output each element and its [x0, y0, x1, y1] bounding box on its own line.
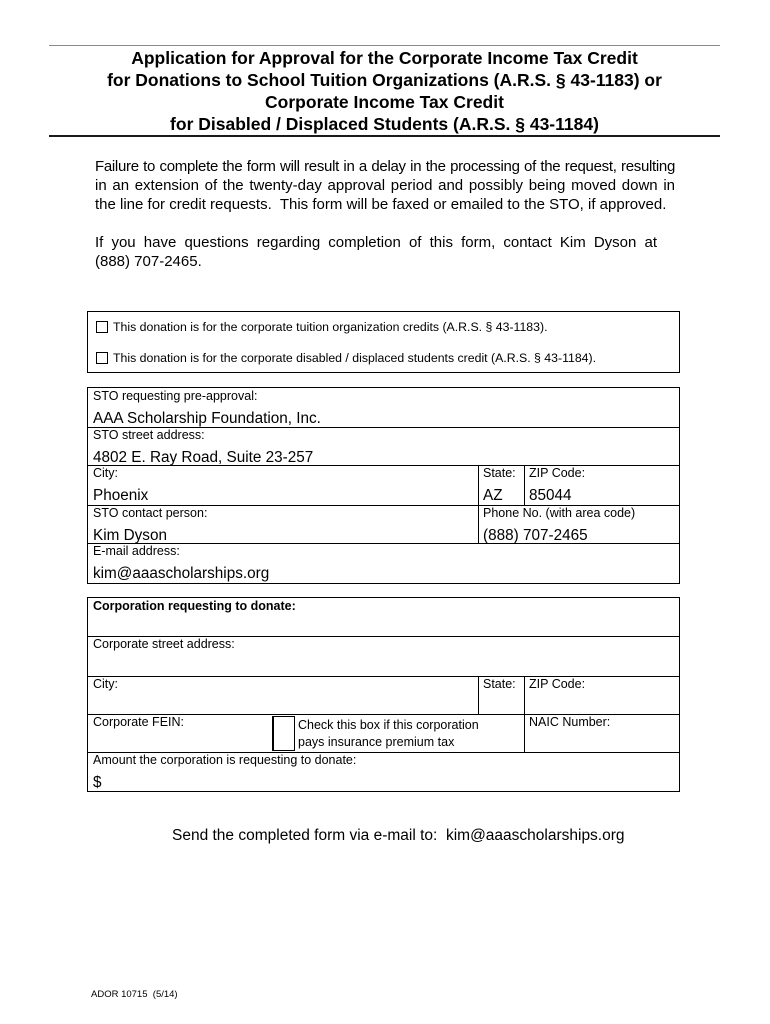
donation-type-section: [87, 311, 680, 373]
sto-street-row: [88, 427, 679, 465]
sto-street-label: STO street address:: [93, 428, 205, 442]
corporation-city-field[interactable]: [93, 696, 473, 715]
sto-city-field[interactable]: Phoenix: [93, 486, 149, 504]
sto-name-cell: [88, 389, 679, 427]
currency-symbol: $: [93, 773, 102, 791]
insurance-label-line: pays insurance premium tax: [298, 734, 455, 749]
corporation-city-cell: [88, 677, 478, 714]
sto-contact-label: STO contact person:: [93, 506, 208, 520]
corporation-zip-cell: [524, 677, 679, 714]
contact-paragraph: [95, 233, 657, 271]
tuition-credit-option-label: This donation is for the corporate tuition organization credits (A.R.S. § 43-1183).: [113, 320, 548, 334]
sto-street-cell: [88, 428, 679, 465]
sto-contact-row: [88, 505, 679, 543]
form-title-line: for Donations to School Tuition Organizations (A.R.S. § 43-1183) or: [107, 70, 662, 90]
corporation-zip-label: ZIP Code:: [529, 677, 586, 691]
instructions-paragraph: [95, 157, 675, 214]
sto-city-row: [88, 465, 679, 505]
disabled-displaced-credit-option-label: This donation is for the corporate disabled / displaced students credit (A.R.S. § 43-1184).: [113, 351, 597, 365]
title-divider: [49, 135, 720, 137]
insurance-label-line: Check this box if this corporation: [298, 717, 479, 732]
corporation-amount-field[interactable]: [106, 772, 674, 791]
corporation-naic-field[interactable]: [529, 734, 675, 753]
sto-name-label: STO requesting pre-approval:: [93, 389, 258, 403]
corporation-state-field[interactable]: [483, 696, 520, 715]
corporation-name-cell: [88, 599, 679, 636]
tuition-credit-checkbox[interactable]: [96, 321, 108, 333]
contact-line: (888) 707-2465.: [95, 253, 202, 270]
corporation-zip-field[interactable]: [529, 696, 675, 715]
instructions-line: the line for credit requests. This form will be faxed or emailed to the STO, if approved.: [95, 196, 667, 213]
corporation-name-label: Corporation requesting to donate:: [93, 599, 296, 613]
corporation-fein-label: Corporate FEIN:: [93, 715, 185, 729]
corporation-city-row: [88, 676, 679, 714]
sto-zip-field[interactable]: 85044: [529, 486, 572, 504]
sto-email-row: [88, 543, 679, 583]
corporation-amount-row: [88, 752, 679, 791]
sto-section: [87, 387, 680, 584]
sto-state-field[interactable]: AZ: [483, 486, 503, 504]
sto-email-field[interactable]: kim@aaascholarships.org: [93, 564, 270, 582]
sto-phone-cell: [478, 506, 679, 543]
form-title-line: Application for Approval for the Corporate Income Tax Credit: [131, 48, 638, 68]
corporation-street-row: [88, 636, 679, 676]
sto-phone-label: Phone No. (with area code): [483, 506, 636, 520]
corporation-city-label: City:: [93, 677, 118, 691]
submission-instructions: Send the completed form via e-mail to: kim@aaascholarships.org: [172, 827, 625, 844]
sto-street-field[interactable]: 4802 E. Ray Road, Suite 23-257: [93, 448, 314, 466]
corporation-state-cell: [478, 677, 524, 714]
corporation-amount-cell: [88, 753, 679, 791]
sto-name-row: [88, 388, 679, 427]
sto-zip-cell: [524, 466, 679, 505]
sto-city-label: City:: [93, 466, 118, 480]
insurance-premium-tax-label: [298, 717, 479, 751]
sto-email-label: E-mail address:: [93, 544, 180, 558]
corporation-street-cell: [88, 637, 679, 676]
sto-contact-field[interactable]: Kim Dyson: [93, 526, 167, 544]
corporation-state-label: State:: [483, 677, 516, 691]
form-title-line: Corporate Income Tax Credit: [265, 92, 504, 112]
sto-city-cell: [88, 466, 478, 505]
instructions-line: Failure to complete the form will result in a delay in the processing of the request, resulting: [95, 158, 675, 175]
corporation-name-field[interactable]: [93, 618, 674, 637]
sto-zip-label: ZIP Code:: [529, 466, 586, 480]
corporation-fein-field[interactable]: [93, 734, 263, 751]
form-code: ADOR 10715 (5/14): [91, 989, 178, 1000]
disabled-displaced-credit-checkbox[interactable]: [96, 352, 108, 364]
contact-line: If you have questions regarding completion of this form, contact Kim Dyson at: [95, 234, 657, 251]
sto-email-cell: [88, 544, 679, 583]
insurance-premium-tax-checkbox[interactable]: [272, 716, 295, 751]
instructions-line: in an extension of the twenty-day approval period and possibly being moved down in: [95, 177, 675, 194]
header-rule: [49, 45, 720, 46]
corporation-name-row: [88, 598, 679, 636]
corporation-section: [87, 597, 680, 792]
sto-state-label: State:: [483, 466, 516, 480]
corporation-amount-label: Amount the corporation is requesting to donate:: [93, 753, 357, 767]
form-title-line: for Disabled / Displaced Students (A.R.S. § 43-1184): [170, 114, 599, 134]
corporation-naic-label: NAIC Number:: [529, 715, 611, 729]
corporation-naic-cell: [524, 715, 679, 752]
sto-state-cell: [478, 466, 524, 505]
form-title: [49, 47, 720, 135]
corporation-fein-row: [88, 714, 679, 752]
corporation-street-field[interactable]: [93, 656, 674, 675]
corporation-street-label: Corporate street address:: [93, 637, 235, 651]
corporation-fein-cell: [88, 715, 524, 752]
sto-contact-cell: [88, 506, 478, 543]
sto-phone-field[interactable]: (888) 707-2465: [483, 526, 588, 544]
sto-name-field[interactable]: AAA Scholarship Foundation, Inc.: [93, 409, 321, 427]
